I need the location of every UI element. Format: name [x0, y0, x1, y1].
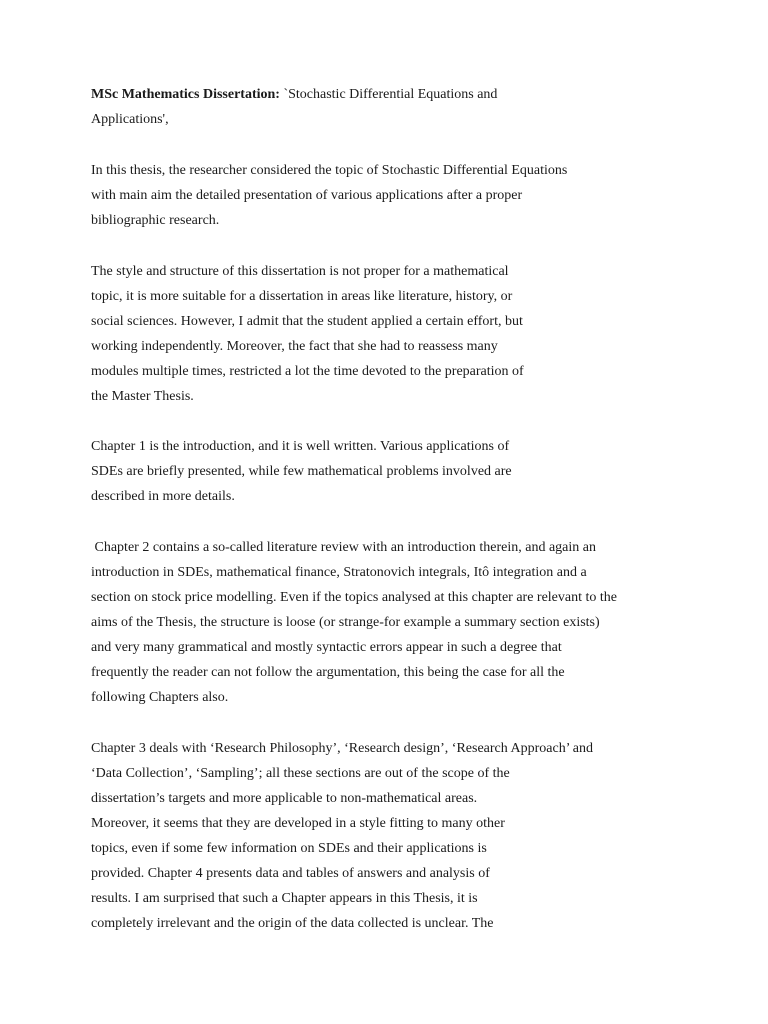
paragraph-line: In this thesis, the researcher considered the topic of Stochastic Differential Equations — [91, 163, 568, 178]
paragraph-line: SDEs are briefly presented, while few mathematical problems involved are — [91, 464, 512, 479]
paragraph-line: frequently the reader can not follow the argumentation, this being the case for all the — [91, 665, 565, 680]
paragraph-line: provided. Chapter 4 presents data and tables of answers and analysis of — [91, 866, 490, 881]
paragraph-line: Moreover, it seems that they are developed in a style fitting to many other — [91, 816, 505, 831]
paragraph-line: Chapter 2 contains a so-called literature review with an introduction therein, and again an — [91, 540, 596, 555]
paragraph-line: working independently. Moreover, the fact that she had to reassess many — [91, 339, 498, 354]
paragraph-line: dissertation’s targets and more applicable to non-mathematical areas. — [91, 791, 478, 806]
paragraph-line: section on stock price modelling. Even if the topics analysed at this chapter are relevant to the — [91, 590, 617, 605]
document-title-line-1 — [91, 86, 497, 104]
paragraph-line: The style and structure of this dissertation is not proper for a mathematical — [91, 264, 509, 279]
paragraph-line: Chapter 1 is the introduction, and it is well written. Various applications of — [91, 439, 510, 454]
paragraph-line: modules multiple times, restricted a lot the time devoted to the preparation of — [91, 364, 524, 379]
paragraph-line: completely irrelevant and the origin of the data collected is unclear. The — [91, 916, 494, 931]
paragraph-line: following Chapters also. — [91, 690, 229, 705]
paragraph-line: introduction in SDEs, mathematical finance, Stratonovich integrals, Itô integration and a — [91, 565, 587, 580]
paragraph-line: ‘Data Collection’, ‘Sampling’; all these sections are out of the scope of the — [91, 766, 510, 781]
paragraph-line: with main aim the detailed presentation of various applications after a proper — [91, 188, 523, 203]
document-title-rest: `Stochastic Differential Equations and — [283, 87, 498, 102]
paragraph-line: topic, it is more suitable for a dissertation in areas like literature, history, or — [91, 289, 513, 304]
paragraph-line: results. I am surprised that such a Chapter appears in this Thesis, it is — [91, 891, 478, 906]
paragraph-line: social sciences. However, I admit that the student applied a certain effort, but — [91, 314, 523, 329]
paragraph-line: the Master Thesis. — [91, 389, 194, 404]
paragraph-line: and very many grammatical and mostly syntactic errors appear in such a degree that — [91, 640, 562, 655]
paragraph-line: bibliographic research. — [91, 213, 220, 228]
paragraph-line: described in more details. — [91, 489, 235, 504]
document-title-bold: MSc Mathematics Dissertation: — [91, 87, 280, 102]
paragraph-line: Chapter 3 deals with ‘Research Philosophy’, ‘Research design’, ‘Research Approach’ and — [91, 741, 594, 756]
paragraph-line: aims of the Thesis, the structure is loose (or strange-for example a summary section exists) — [91, 615, 600, 630]
document-title-line-2: Applications', — [91, 112, 169, 127]
paragraph-line: topics, even if some few information on SDEs and their applications is — [91, 841, 487, 856]
